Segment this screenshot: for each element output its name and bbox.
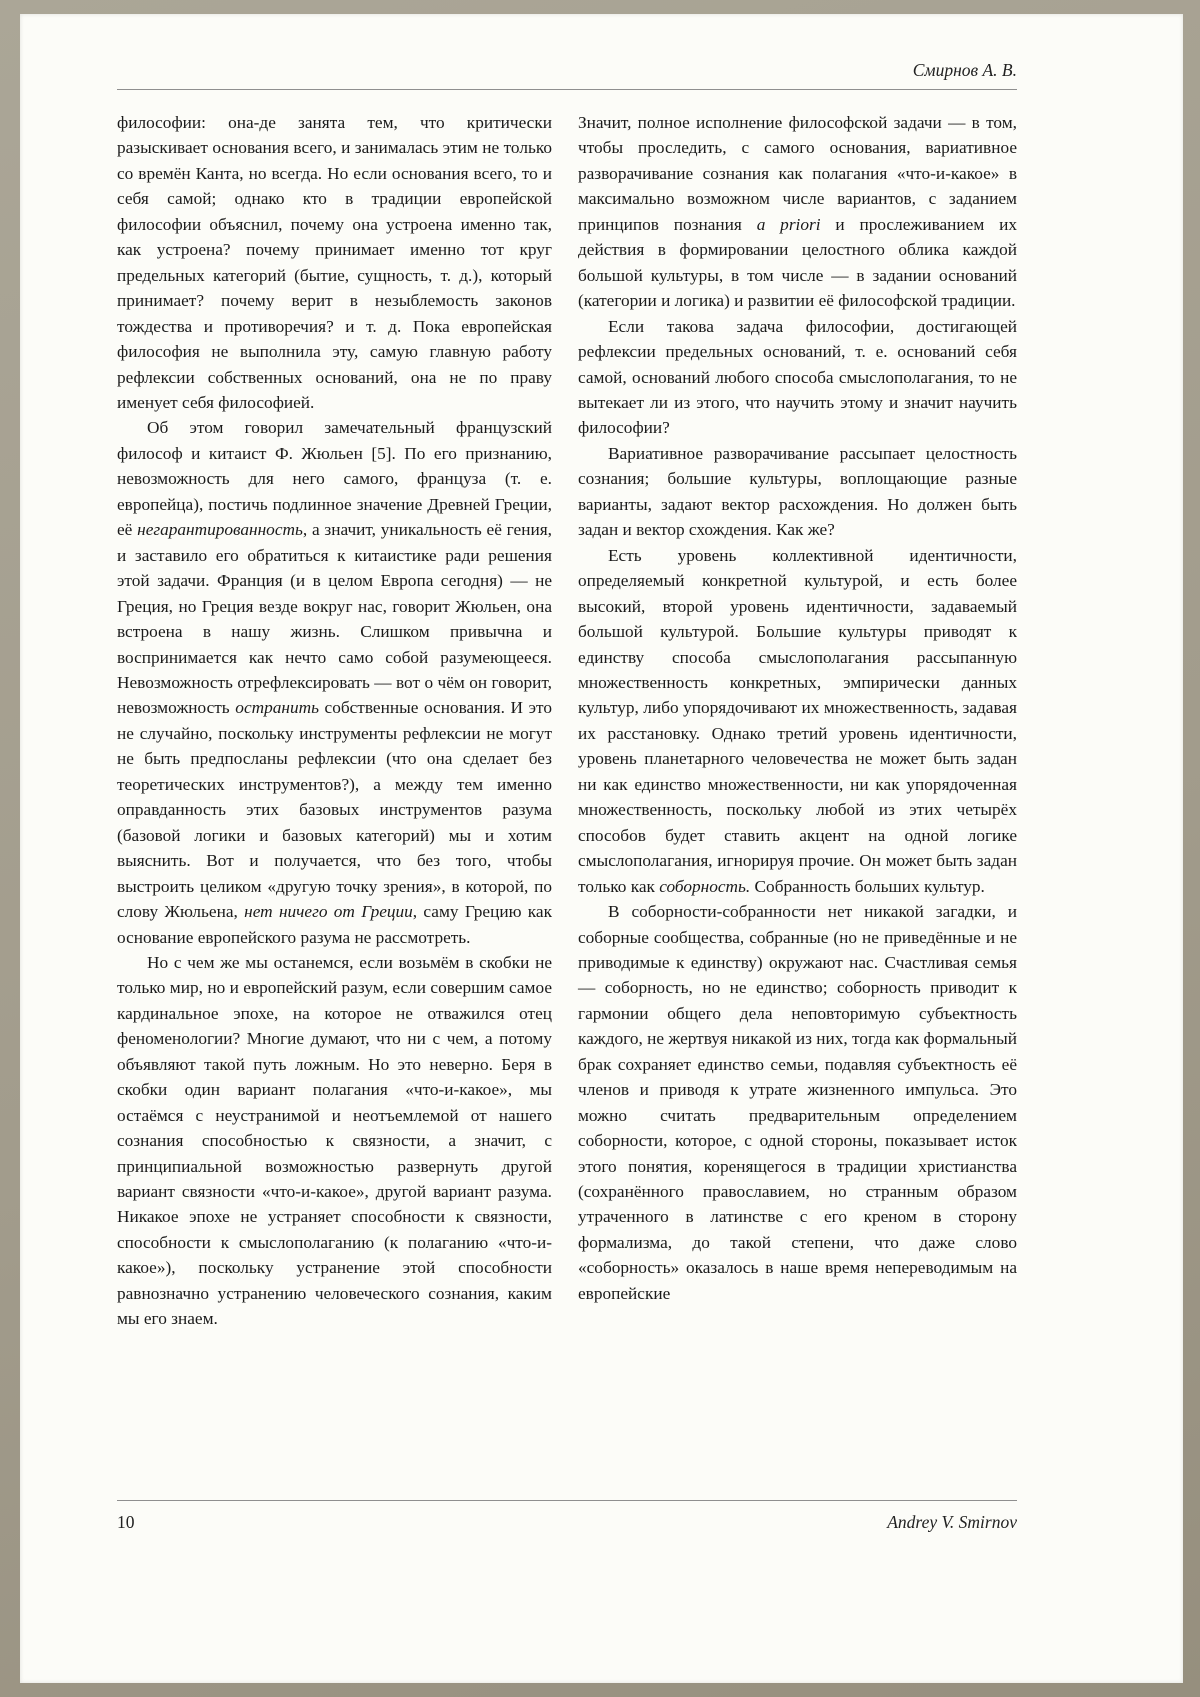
paragraph <box>578 441 1017 543</box>
body-text: собственные основания. И это не случайно, поскольку инструменты рефлексии не могут не быть предпосланы рефлексии (что она сделает без теоретических инструментов?), а между тем именно оправданность этих базовых инструментов разума (базовой логики и базовых категорий) мы и хотим выяснить. Вот и получается, что без того, чтобы выстроить целиком «другую точку зрения», в которой, по слову Жюльена, <box>117 698 552 922</box>
footer-author: Andrey V. Smirnov <box>887 1512 1017 1532</box>
emphasized-text: нет ничего от Греции <box>244 902 413 922</box>
paragraph <box>578 543 1017 899</box>
body-text: , а значит, уникальность её гения, и заставило его обратиться к китаистике ради решения этой задачи. Франция (и в целом Европа сегодня) — не Греция, но Греция везде вокруг нас, говорит Жюльен, она встроена в нашу жизнь. Слишком привычна и воспринимается как нечто само собой разумеющееся. Невозможность отрефлексировать — вот о чём он говорит, невозможность <box>117 520 552 718</box>
header-author: Смирнов А. В. <box>912 60 1017 80</box>
emphasized-text: негарантированность <box>137 520 303 540</box>
body-text: Вариативное разворачивание рассыпает целостность сознания; большие культуры, воплощающие разные варианты, задают вектор расхождения. Но должен быть задан и вектор схождения. Как же? <box>578 443 1017 540</box>
paragraph <box>117 415 552 950</box>
page-number: 10 <box>117 1512 135 1532</box>
column-left <box>117 110 552 1500</box>
footer-rule <box>117 1500 1017 1501</box>
paragraph <box>578 314 1017 441</box>
header-rule <box>117 89 1017 90</box>
emphasized-text: соборность. <box>659 876 751 896</box>
journal-page <box>20 14 1183 1683</box>
emphasized-text: a priori <box>756 214 821 234</box>
body-text: Но с чем же мы останемся, если возьмём в скобки не только мир, но и европейский разум, если совершим самое кардинальное эпохе, на которое не отважился отец феноменологии? Многие думают, что ни с чем, а потому объявляют такой путь ложным. Но это неверно. Беря в скобки один вариант полагания «что-и-какое», мы остаёмся с неустранимой и неотъемлемой от нашего сознания способностью к связности, а значит, с принципиальной возможностью развернуть другой вариант связности «что-и-какое», другой вариант разума. Никакое эпохе не устраняет способности к связности, способности к смыслополаганию (к полаганию «что-и-какое»), поскольку устранение этой способности равнозначно устранению человеческого сознания, каким мы его знаем. <box>117 952 552 1329</box>
page-footer <box>117 1512 1017 1533</box>
paragraph <box>578 110 1017 314</box>
article-body <box>117 110 1017 1500</box>
body-text: и прослеживанием их действия в формировании целостного облика каждой большой культуры, в том числе — в задании оснований (категории и логика) и развитии её философской традиции. <box>578 214 1017 311</box>
emphasized-text: остранить <box>235 698 319 718</box>
body-text: Если такова задача философии, достигающей рефлексии предельных оснований, т. е. оснований себя самой, оснований любого способа смыслополагания, то не вытекает ли из этого, что научить этому и значит научить философии? <box>578 316 1017 438</box>
body-text: , саму Грецию как основание европейского разума не рассмотреть. <box>117 902 552 947</box>
page-header <box>117 60 1017 80</box>
body-text: Есть уровень коллективной идентичности, определяемый конкретной культурой, и есть более высокий, второй уровень идентичности, задаваемый большой культурой. Большие культуры приводят к единству способа смыслополагания рассыпанную множественность конкретных, эмпирически данных культур, либо упорядочивают их множественность, задавая их расстановку. Однако третий уровень идентичности, уровень планетарного человечества не может быть задан ни как единство множественности, ни как упорядоченная множественность, поскольку любой из этих четырёх способов будет ставить акцент на одной логике смыслополагания, игнорируя прочие. Он может быть задан только как <box>578 545 1017 896</box>
paragraph <box>578 899 1017 1306</box>
column-right <box>578 110 1017 1500</box>
body-text: философии: она-де занята тем, что критически разыскивает основания всего, и занималась этим не только со времён Канта, но всегда. Но если основания всего, то и себя самой; однако кто в традиции европейской философии объяснил, почему она устроена именно так, как устроена? почему принимает именно тот круг предельных категорий (бытие, сущность, т. д.), который принимает? почему верит в незыблемость законов тождества и противоречия? и т. д. Пока европейская философия не выполнила эту, самую главную работу рефлексии собственных оснований, она не по праву именует себя философией. <box>117 113 552 412</box>
paragraph <box>117 110 552 415</box>
body-text: В соборности-собранности нет никакой загадки, и соборные сообщества, собранные (но не приведённые и не приводимые к единству) окружают нас. Счастливая семья — соборность, но не единство; соборность приводит к гармонии общего дела неповторимую субъектность каждого, не жертвуя никакой из них, тогда как формальный брак сохраняет единство семьи, подавляя субъектность её членов и приводя к утрате жизненного импульса. Это можно считать предварительным определением соборности, которое, с одной стороны, показывает исток этого понятия, коренящегося в традиции христианства (сохранённого православием, но странным образом утраченного в латинстве с его креном в сторону формализма, до такой степени, что даже слово «соборность» оказалось в наше время непереводимым на европейские <box>578 902 1017 1303</box>
paragraph <box>117 950 552 1332</box>
body-text: Об этом говорил замечательный французский философ и китаист Ф. Жюльен [5]. По его признанию, невозможность для него самого, француза (т. е. европейца), постичь подлинное значение Древней Греции, её <box>117 418 552 540</box>
body-text: Собранность больших культур. <box>750 876 985 896</box>
body-text: Значит, полное исполнение философской задачи — в том, чтобы проследить, с самого основания, вариативное разворачивание сознания как полагания «что-и-какое» в максимально возможном числе вариантов, с заданием принципов познания <box>578 113 1017 234</box>
